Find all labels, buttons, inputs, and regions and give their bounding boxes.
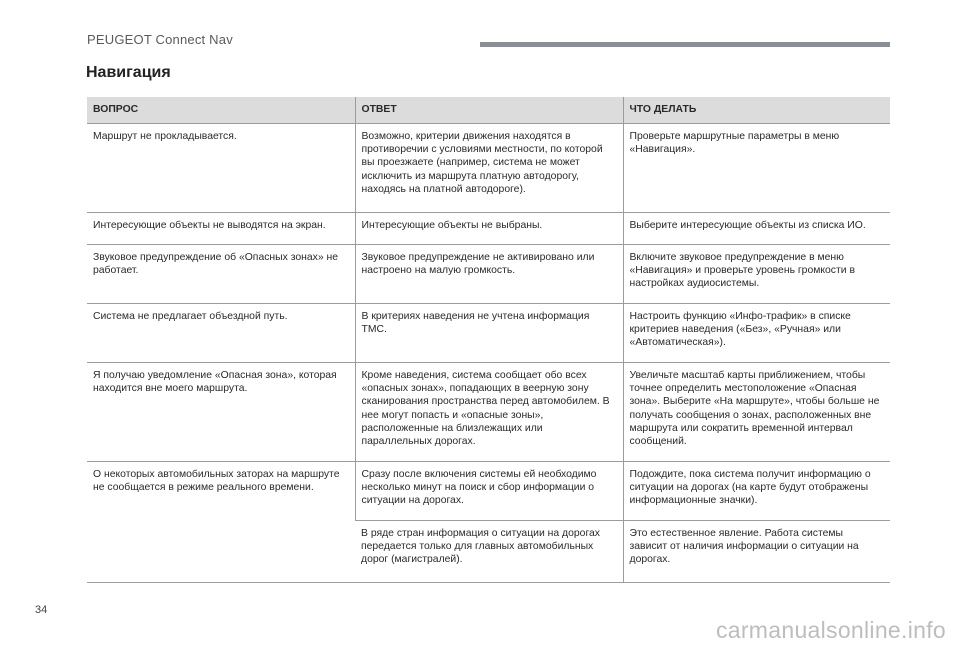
answer-cell: В ряде стран информация о ситуации на дорогах передается только для главных автомобильных дорог (магистралей). <box>355 521 623 583</box>
column-header-solution: ЧТО ДЕЛАТЬ <box>623 97 890 124</box>
column-header-question: ВОПРОС <box>87 97 355 124</box>
answer-cell: Возможно, критерии движения находятся в противоречии с условиями местности, по которой вы проезжаете (например, система не может исключить из маршрута платную автодорогу, находясь на платной автодороге). <box>355 124 623 213</box>
question-cell: О некоторых автомобильных заторах на маршруте не сообщается в режиме реального времени. <box>87 462 355 583</box>
solution-cell: Выберите интересующие объекты из списка ИО. <box>623 213 890 245</box>
table-row <box>87 245 890 304</box>
brand-label: PEUGEOT Connect Nav <box>87 32 233 47</box>
header-bar <box>480 42 890 47</box>
page-title: Навигация <box>86 64 171 81</box>
question-cell: Система не предлагает объездной путь. <box>87 304 355 363</box>
column-header-answer: ОТВЕТ <box>355 97 623 124</box>
answer-cell: Сразу после включения системы ей необходимо несколько минут на поиск и сбор информации о ситуации на дорогах. <box>355 462 623 521</box>
solution-cell: Проверьте маршрутные параметры в меню «Навигация». <box>623 124 890 213</box>
question-cell: Я получаю уведомление «Опасная зона», которая находится вне моего маршрута. <box>87 363 355 462</box>
page-number: 34 <box>35 604 48 616</box>
answer-cell: В критериях наведения не учтена информация ТМС. <box>355 304 623 363</box>
table-row <box>87 363 890 462</box>
answer-cell: Интересующие объекты не выбраны. <box>355 213 623 245</box>
answer-cell: Звуковое предупреждение не активировано или настроено на малую громкость. <box>355 245 623 304</box>
table-row <box>87 124 890 213</box>
solution-cell: Настроить функцию «Инфо-трафик» в списке критериев наведения («Без», «Ручная» или «Автоматическая»). <box>623 304 890 363</box>
table-row <box>87 462 890 521</box>
watermark: carmanualsonline.info <box>715 617 946 643</box>
question-cell: Маршрут не прокладывается. <box>87 124 355 213</box>
faq-table <box>87 97 890 583</box>
table-row <box>87 304 890 363</box>
table-row <box>87 213 890 245</box>
question-cell: Интересующие объекты не выводятся на экран. <box>87 213 355 245</box>
solution-cell: Увеличьте масштаб карты приближением, чтобы точнее определить местоположение «Опасная зона». Выберите «На маршруте», чтобы больше не получать сообщения о зонах, расположенных вне маршрута или сократить временной интервал сообщений. <box>623 363 890 462</box>
solution-cell: Подождите, пока система получит информацию о ситуации на дорогах (на карте будут отображены информационные значки). <box>623 462 890 521</box>
solution-cell: Включите звуковое предупреждение в меню «Навигация» и проверьте уровень громкости в настройках аудиосистемы. <box>623 245 890 304</box>
table-header-row <box>87 97 890 124</box>
solution-cell: Это естественное явление. Работа системы зависит от наличия информации о ситуации на дорогах. <box>623 521 890 583</box>
answer-cell: Кроме наведения, система сообщает обо всех «опасных зонах», попадающих в веерную зону сканирования пространства перед автомобилем. В нее могут попасть и «опасные зоны», расположенные на близлежащих или параллельных дорогах. <box>355 363 623 462</box>
question-cell: Звуковое предупреждение об «Опасных зонах» не работает. <box>87 245 355 304</box>
